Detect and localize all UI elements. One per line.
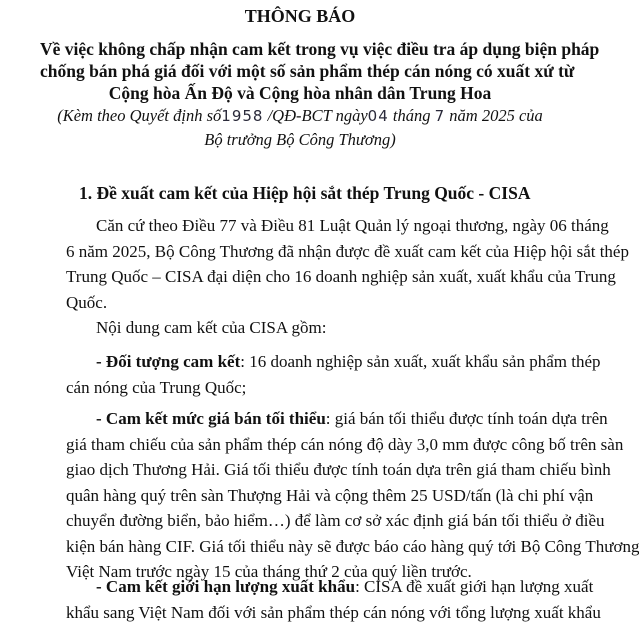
- bold-label: - Cam kết giới hạn lượng xuất khẩu: [96, 577, 355, 596]
- attach-suffix: năm 2025 của: [449, 106, 543, 125]
- paragraph-basis: [66, 213, 586, 315]
- bold-label: - Đối tượng cam kết: [96, 352, 240, 371]
- bold-label: - Cam kết mức giá bán tối thiểu: [96, 409, 326, 428]
- attach-month-word: tháng: [393, 106, 431, 125]
- handwritten-day: 04: [368, 107, 389, 125]
- text-line: giá tham chiếu của sản phẩm thép cán nóng độ dày 3,0 mm được công bố trên sàn: [66, 432, 586, 458]
- text-line: Nội dung cam kết của CISA gồm:: [66, 315, 586, 341]
- subject-line: chống bán phá giá đối với một số sản phẩm thép cán nóng có xuất xứ từ: [40, 60, 560, 82]
- text-line: kiện bán hàng CIF. Giá tối thiểu này sẽ được báo cáo hàng quý tới Bộ Công Thương: [66, 534, 586, 560]
- subject-line: Cộng hòa Ấn Độ và Cộng hòa nhân dân Trung Hoa: [40, 82, 560, 104]
- text-line: 6 năm 2025, Bộ Công Thương đã nhận được đề xuất cam kết của Hiệp hội sắt thép: [66, 239, 586, 265]
- text-line: - Cam kết mức giá bán tối thiểu: giá bán tối thiểu được tính toán dựa trên: [66, 406, 586, 432]
- text-line: Quốc.: [66, 290, 586, 316]
- paragraph-minimum-price: [66, 406, 586, 585]
- text-line: Căn cứ theo Điều 77 và Điều 81 Luật Quản lý ngoại thương, ngày 06 tháng: [66, 213, 586, 239]
- attach-mid: /QĐ-BCT ngày: [268, 106, 368, 125]
- text-line: cán nóng của Trung Quốc;: [66, 375, 586, 401]
- subject-line: Về việc không chấp nhận cam kết trong vụ việc điều tra áp dụng biện pháp: [40, 38, 560, 60]
- text-line: - Đối tượng cam kết: 16 doanh nghiệp sản xuất, xuất khẩu sản phẩm thép: [66, 349, 586, 375]
- paragraph-content-intro: [66, 315, 586, 341]
- attachment-line-1: [40, 104, 560, 128]
- attachment-note: [40, 104, 560, 152]
- handwritten-month: 7: [435, 107, 446, 125]
- attach-prefix: (Kèm theo Quyết định số: [57, 106, 221, 125]
- text-line: chuyển đường biển, bảo hiểm…) để làm cơ sở xác định giá bán tối thiểu ở điều: [66, 508, 586, 534]
- document-title: THÔNG BÁO: [0, 6, 600, 27]
- paragraph-export-limit: [66, 574, 586, 625]
- text-line: - Cam kết giới hạn lượng xuất khẩu: CISA đề xuất giới hạn lượng xuất: [66, 574, 586, 600]
- text-line: khẩu sang Việt Nam đối với sản phẩm thép cán nóng với tổng lượng xuất khẩu: [66, 600, 586, 625]
- text-line: Trung Quốc – CISA đại diện cho 16 doanh nghiệp sản xuất, xuất khẩu của Trung: [66, 264, 586, 290]
- section-heading: 1. Đề xuất cam kết của Hiệp hội sắt thép Trung Quốc - CISA: [79, 183, 530, 204]
- attachment-line-2: Bộ trưởng Bộ Công Thương): [40, 128, 560, 152]
- text-line: quân hàng quý trên sàn Thượng Hải và cộng thêm 25 USD/tấn (là chi phí vận: [66, 483, 586, 509]
- document-subject: [40, 38, 560, 104]
- text-line: giao dịch Thương Hải. Giá tối thiểu được tính toán dựa trên giá tham chiếu bình: [66, 457, 586, 483]
- paragraph-commitment-subject: [66, 349, 586, 400]
- handwritten-decision-number: 1958: [221, 107, 263, 125]
- text-line: Việt Nam trước ngày 15 của tháng thứ 2 của quý liền trước.: [66, 559, 586, 585]
